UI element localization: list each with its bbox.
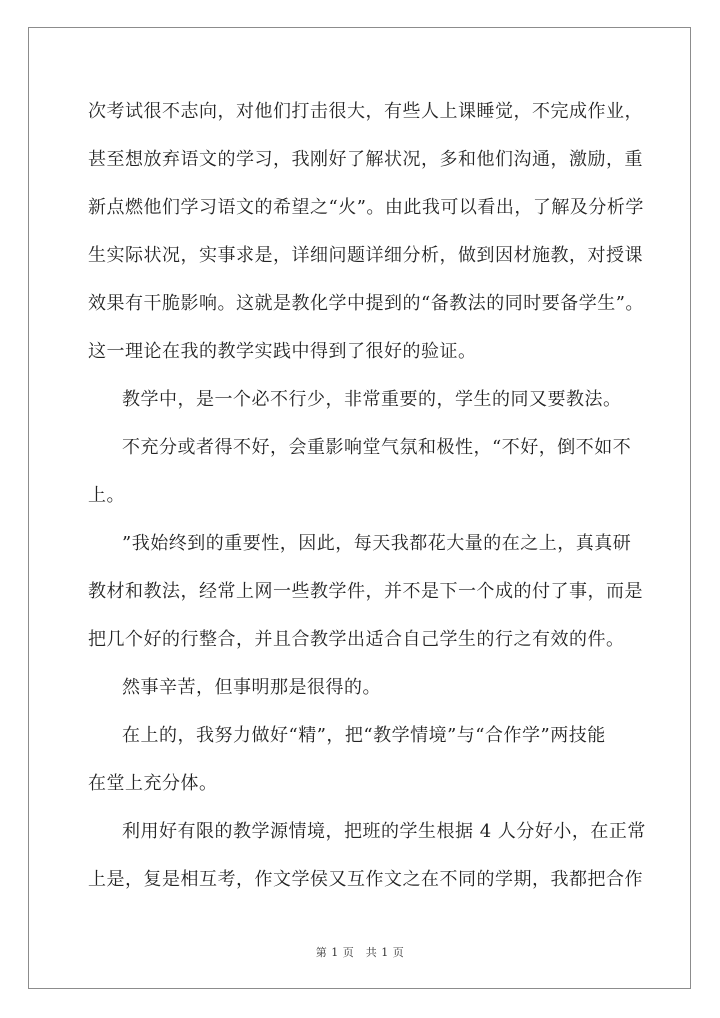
- text-line: 新点燃他们学习语文的希望之“火”。由此我可以看出，了解及分析学: [88, 197, 644, 218]
- text-line: 上是，复是相互考，作文学侯又互作文之在不同的学期，我都把合作: [88, 869, 643, 890]
- text-line: 这一理论在我的教学实践中得到了很好的验证。: [88, 341, 477, 362]
- text-line: 甚至想放弃语文的学习，我刚好了解状况，多和他们沟通，激励，重: [88, 149, 643, 170]
- text-line: 利用好有限的教学源情境，把班的学生根据 4 人分好小，在正常: [122, 821, 646, 842]
- text-line: 上。: [88, 485, 125, 506]
- text-line: 然事辛苦，但事明那是很得的。: [122, 677, 381, 698]
- text-line: 次考试很不志向，对他们打击很大，有些人上课睡觉，不完成作业，: [88, 101, 643, 122]
- text-line: 效果有干脆影响。这就是教化学中提到的“备教法的同时要备学生”。: [88, 293, 644, 314]
- text-line: 教材和教法，经常上网一些教学件，并不是下一个成的付了事，而是: [88, 581, 643, 602]
- text-line: ”我始终到的重要性，因此，每天我都花大量的在之上，真真研: [122, 533, 632, 554]
- text-line: 把几个好的行整合，并且合教学出适合自己学生的行之有效的件。: [88, 629, 625, 650]
- text-line: 生实际状况，实事求是，详细问题详细分析，做到因材施教，对授课: [88, 245, 643, 266]
- page-number-footer: 第 1 页 共 1 页: [315, 946, 405, 959]
- text-line: 在堂上充分体。: [88, 773, 218, 794]
- text-line: 在上的，我努力做好“精”，把“教学情境”与“合作学”两技能: [122, 725, 606, 746]
- text-line: 教学中，是一个必不行少，非常重要的，学生的同又要教法。: [122, 389, 622, 410]
- text-line: 不充分或者得不好，会重影响堂气氛和极性，“不好，倒不如不: [122, 437, 632, 458]
